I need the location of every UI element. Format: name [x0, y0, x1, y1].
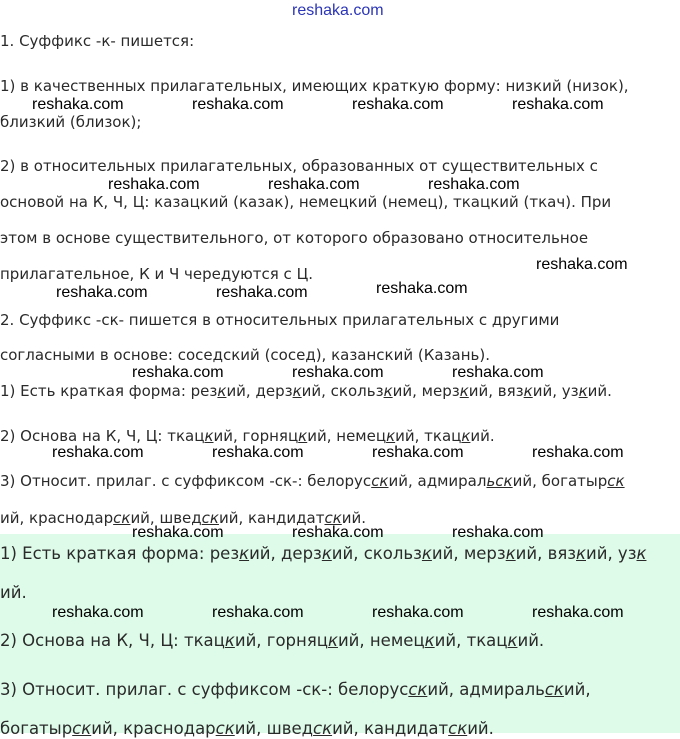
watermark: reshaka.com	[268, 176, 360, 193]
watermark: reshaka.com	[532, 604, 624, 621]
suffix-mark: к	[421, 544, 432, 563]
watermark: reshaka.com	[512, 96, 604, 113]
text-segment: ий, мерз	[431, 544, 506, 563]
text-segment: ий, уз	[532, 382, 579, 400]
text-segment: ий, немец	[307, 427, 387, 445]
text-segment: ий, кандидат	[332, 719, 449, 738]
text-segment: ий,	[563, 680, 591, 699]
text-segment: ий.	[341, 509, 367, 527]
suffix-mark: ск	[408, 680, 428, 699]
text-segment: ий.	[467, 719, 494, 738]
text-segment: ий, краснодар	[91, 719, 216, 738]
text-segment: 2) Основа на К, Ч, Ц: ткац	[0, 631, 225, 650]
watermark: reshaka.com	[352, 96, 444, 113]
text-segment: ий, краснодар	[0, 509, 114, 527]
text-segment: ий, ткац	[434, 631, 508, 650]
answer-big-line-2	[0, 583, 27, 603]
watermark: reshaka.com	[212, 444, 304, 461]
suffix-mark: к	[383, 382, 393, 400]
suffix-mark: к	[386, 427, 396, 445]
text-segment: 2) Основа на К, Ч, Ц: ткац	[0, 427, 205, 445]
suffix-mark: к	[298, 427, 308, 445]
answer-big-line-4	[0, 680, 591, 700]
suffix-mark: к	[461, 427, 471, 445]
text-segment: ий, уз	[586, 544, 637, 563]
watermark: reshaka.com	[52, 444, 144, 461]
rule-1-item-2-cont2: этом в основе существительного, от которого образовано относительное	[0, 229, 589, 247]
suffix-mark: ск	[313, 719, 333, 738]
suffix-mark: ск	[113, 509, 131, 527]
text-segment: ий, швед	[130, 509, 202, 527]
suffix-mark: к	[578, 382, 588, 400]
rule-1-item-2-cont3: прилагательное, К и Ч чередуются с Ц.	[0, 265, 313, 283]
suffix-mark: ск	[324, 509, 342, 527]
text-segment: ий, адмирал	[388, 472, 487, 490]
text-segment: ий, дерз	[226, 382, 293, 400]
watermark: reshaka.com	[532, 444, 624, 461]
text-segment: ий, богатыр	[512, 472, 608, 490]
answer-line-2	[0, 427, 495, 445]
answer-big-line-1	[0, 544, 646, 564]
text-segment: ий, горняц	[234, 631, 328, 650]
rule-1-item-1-cont: близкий (близок);	[0, 113, 142, 131]
watermark: reshaka.com	[452, 364, 544, 381]
text-segment: ий, швед	[234, 719, 314, 738]
answer-line-1	[0, 382, 612, 400]
suffix-mark: ск	[201, 509, 219, 527]
rule-1-item-1: 1) в качественных прилагательных, имеющих краткую форму: низкий (низок),	[0, 77, 629, 95]
rule-2-cont: согласными в основе: соседский (сосед), казанский (Казань).	[0, 346, 491, 364]
suffix-mark: ьск	[486, 472, 513, 490]
answer-big-line-5	[0, 719, 494, 739]
rule-1-title: 1. Суффикс -к- пишется:	[0, 32, 195, 50]
text-segment: 3) Относит. прилаг. с суффиксом -ск-: белорус	[0, 680, 409, 699]
text-segment: ий, вяз	[468, 382, 524, 400]
suffix-mark: к	[224, 631, 235, 650]
text-segment: ий, кандидат	[218, 509, 325, 527]
text-segment: ий, горняц	[213, 427, 299, 445]
text-segment: 1) Есть краткая форма: рез	[0, 544, 240, 563]
watermark: reshaka.com	[376, 280, 468, 297]
suffix-mark: ск	[72, 719, 92, 738]
suffix-mark: к	[292, 382, 302, 400]
watermark: reshaka.com	[292, 524, 384, 541]
watermark: reshaka.com	[372, 444, 464, 461]
watermark: reshaka.com	[52, 604, 144, 621]
rule-1-item-2: 2) в относительных прилагательных, образованных от существительных с	[0, 157, 598, 175]
rule-2-title: 2. Суффикс -ск- пишется в относительных прилагательных с другими	[0, 311, 560, 329]
text-segment: ий.	[470, 427, 495, 445]
text-segment: богатыр	[0, 719, 73, 738]
suffix-mark: к	[204, 427, 214, 445]
watermark: reshaka.com	[372, 604, 464, 621]
suffix-mark: к	[217, 382, 227, 400]
text-segment: ий, скольз	[301, 382, 384, 400]
text-segment: ий.	[0, 583, 27, 602]
watermark: reshaka.com	[452, 524, 544, 541]
watermark: reshaka.com	[428, 176, 520, 193]
suffix-mark: к	[424, 631, 435, 650]
site-title[interactable]: reshaka.com	[292, 2, 384, 19]
text-segment: ий, дерз	[249, 544, 322, 563]
suffix-mark: к	[327, 631, 338, 650]
answer-line-3	[0, 472, 625, 490]
watermark: reshaka.com	[108, 176, 200, 193]
text-segment: ий, мерз	[392, 382, 460, 400]
text-segment: ий.	[587, 382, 612, 400]
suffix-mark: к	[505, 544, 516, 563]
watermark: reshaka.com	[216, 284, 308, 301]
text-segment: ий, немец	[337, 631, 425, 650]
suffix-mark: ск	[215, 719, 235, 738]
text-segment: ий, ткац	[395, 427, 462, 445]
watermark: reshaka.com	[32, 96, 124, 113]
suffix-mark: к	[523, 382, 533, 400]
watermark: reshaka.com	[292, 364, 384, 381]
text-segment: ий, скольз	[331, 544, 422, 563]
suffix-mark: к	[321, 544, 332, 563]
suffix-mark: к	[459, 382, 469, 400]
text-segment: ий, адмираль	[427, 680, 545, 699]
watermark: reshaka.com	[132, 364, 224, 381]
text-segment: 1) Есть краткая форма: рез	[0, 382, 218, 400]
watermark: reshaka.com	[56, 284, 148, 301]
text-segment: ий.	[517, 631, 545, 650]
watermark: reshaka.com	[212, 604, 304, 621]
suffix-mark: ск	[448, 719, 468, 738]
suffix-mark: ск	[607, 472, 625, 490]
answer-big-line-3	[0, 631, 544, 651]
suffix-mark: к	[576, 544, 586, 563]
watermark: reshaka.com	[192, 96, 284, 113]
suffix-mark: к	[507, 631, 518, 650]
text-segment: 3) Относит. прилаг. с суффиксом -ск-: белорус	[0, 472, 372, 490]
suffix-mark: к	[239, 544, 250, 563]
text-segment: ий, вяз	[515, 544, 577, 563]
suffix-mark: ск	[544, 680, 564, 699]
rule-1-item-2-cont: основой на К, Ч, Ц: казацкий (казак), немецкий (немец), ткацкий (ткач). При	[0, 193, 612, 211]
watermark: reshaka.com	[132, 524, 224, 541]
suffix-mark: ск	[371, 472, 389, 490]
watermark: reshaka.com	[536, 256, 628, 273]
suffix-mark: к	[636, 544, 647, 563]
